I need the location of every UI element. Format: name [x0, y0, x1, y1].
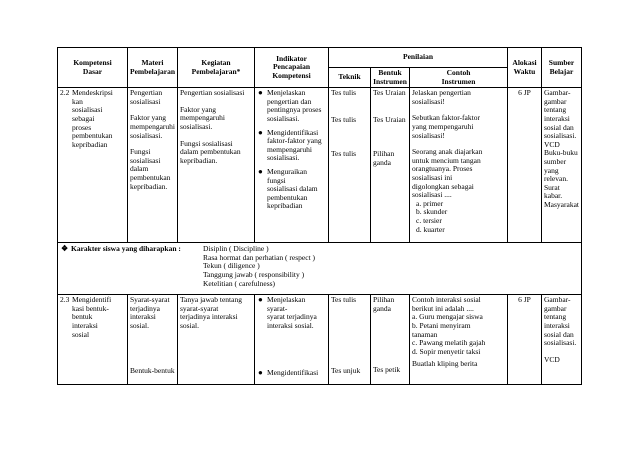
contoh-cell: [410, 88, 508, 243]
bullet-icon: ●: [258, 295, 263, 305]
alokasi-cell: 6 JP: [508, 88, 542, 243]
contoh-option: d. kuarter: [416, 224, 445, 234]
table-row: [58, 295, 582, 385]
materi-item: Syarat-syarat terjadinya interaksi sosial.: [130, 295, 170, 330]
sumber-cell: Gambar- gambar tentang interaksi sosial dan sosialisasi. VCD Buku-buku sumber yang relevan. Surat kabar. Masyarakat: [542, 88, 582, 243]
materi-item: Fungsi sosialisasi dalam pembentukan kepribadian.: [130, 147, 171, 191]
kd-cell: [58, 295, 128, 385]
contoh-cell: [410, 295, 508, 385]
contoh-option: b. skunder: [416, 207, 448, 217]
kd-number: 2.2: [60, 88, 70, 98]
contoh-item: Sebutkan faktor-faktor yang mempengaruhi sosialisasi!: [412, 113, 480, 140]
indikator-item: ● Mengidentifikasi faktor-faktor yang mempengaruhi sosialisasi.: [258, 127, 322, 163]
teknik-item: Tes tulis: [331, 88, 357, 98]
kegiatan-item: Fungsi sosialisasi dalam pembentukan kepribadian.: [180, 138, 241, 165]
teknik-item: Tes tulis: [331, 149, 357, 159]
header-indikator: Indikator Pencapaian Kompetensi: [255, 48, 329, 88]
contoh-option: c. Pawang melatih gajah: [412, 338, 486, 348]
contoh-option: b. Petani menyiram tanaman: [412, 320, 471, 339]
header-contoh: Contoh Instrumen: [410, 68, 508, 88]
bentuk-item: Tes Uraian: [373, 114, 406, 124]
karakter-list: Disiplin ( Discipline ) Rasa hormat dan perhatian ( respect ) Tekun ( diligence ) Tanggung jawab ( responsibility ) Ketelitian ( carefulness): [203, 244, 316, 288]
header-penilaian: Penilaian: [329, 48, 508, 68]
kd-text: Mengidentifi kasi bentuk- bentuk interaksi sosial: [72, 295, 112, 339]
teknik-cell: [329, 295, 371, 385]
bullet-icon: ●: [258, 367, 263, 377]
kegiatan-cell: [178, 88, 255, 243]
bentuk-cell: [371, 88, 410, 243]
karakter-row: [58, 243, 582, 295]
karakter-cell: [58, 243, 582, 295]
table-row: [58, 88, 582, 243]
kegiatan-item: Pengertian sosialisasi: [180, 88, 245, 98]
header-sumber: Sumber Belajar: [542, 48, 582, 88]
sumber-cell: Gambar- gambar tentang interaksi sosial dan sosialisasi. VCD: [542, 295, 582, 385]
header-materi: Materi Pembelajaran: [128, 48, 178, 88]
header-kompetensi: Kompetensi Dasar: [58, 48, 128, 88]
kd-number: 2.3: [60, 295, 70, 305]
indikator-item: ● Menguraikan fungsi sosialisasi dalam pembentukan kepribadian: [258, 166, 318, 211]
diamond-bullet-icon: ❖: [61, 244, 69, 254]
teknik-cell: [329, 88, 371, 243]
teknik-item: Tes tulis: [331, 114, 357, 124]
bentuk-item: Pilihan ganda: [373, 295, 395, 313]
alokasi-cell: 6 JP: [508, 295, 542, 385]
kegiatan-item: Faktor yang mempengaruhi sosialisasi.: [180, 104, 225, 131]
contoh-item: Contoh interaksi sosial berikut ini adalah ....: [412, 295, 481, 313]
materi-cell: [128, 88, 178, 243]
contoh-option: c. tersier: [416, 215, 442, 225]
kd-text: Mendeskripsi kan sosialisasi sebagai proses pembentukan kepribadian: [72, 88, 113, 149]
contoh-item: Seorang anak diajarkan untuk mencium tangan orangtuanya. Proses sosialisasi ini digolongkan sebagai sosialisasi ....: [412, 147, 483, 200]
bentuk-cell: [371, 295, 410, 385]
contoh-option: a. primer: [416, 198, 444, 208]
materi-item: Bentuk-bentuk: [130, 365, 175, 375]
materi-item: Faktor yang mempengaruhi sosialisasi.: [130, 113, 175, 140]
contoh-item: Buatlah kliping berita: [412, 359, 478, 369]
bentuk-item: Pilihan ganda: [373, 149, 395, 167]
bentuk-item: Tes Uraian: [373, 88, 406, 98]
header-bentuk: Bentuk Instrumen: [371, 68, 410, 88]
teknik-item: Tes tulis: [331, 295, 357, 305]
header-kegiatan: Kegiatan Pembelajaran*: [178, 48, 255, 88]
kegiatan-cell: Tanya jawab tentang syarat-syarat terjadinya interaksi sosial.: [178, 295, 255, 385]
kd-cell: [58, 88, 128, 243]
indikator-item: ● Menjelaskan syarat- syarat terjadinya interaksi sosial.: [258, 295, 317, 330]
indikator-item: ● Mengidentifikasi: [258, 367, 319, 377]
karakter-label: Karakter siswa yang diharapkan :: [71, 244, 181, 254]
bullet-icon: ●: [258, 166, 263, 176]
syllabus-table: [57, 47, 582, 385]
indikator-cell: [255, 295, 329, 385]
bentuk-item: Tes petik: [373, 365, 401, 375]
header-alokasi: Alokasi Waktu: [508, 48, 542, 88]
contoh-option: a. Guru mengajar siswa: [412, 312, 483, 322]
materi-cell: [128, 295, 178, 385]
contoh-item: Jelaskan pengertian sosialisasi!: [412, 88, 471, 106]
header-teknik: Teknik: [329, 68, 371, 88]
bullet-icon: ●: [258, 88, 263, 98]
bullet-icon: ●: [258, 127, 263, 137]
karakter-heading: [61, 245, 203, 254]
syllabus-document: [57, 47, 581, 385]
materi-item: Pengertian sosialisasi: [130, 88, 163, 106]
indikator-item: ● Menjelaskan pengertian dan pentingnya proses sosialisasi.: [258, 88, 322, 123]
contoh-option: d. Sopir menyetir taksi: [412, 346, 481, 356]
teknik-item: Tes unjuk: [331, 365, 361, 375]
indikator-cell: [255, 88, 329, 243]
